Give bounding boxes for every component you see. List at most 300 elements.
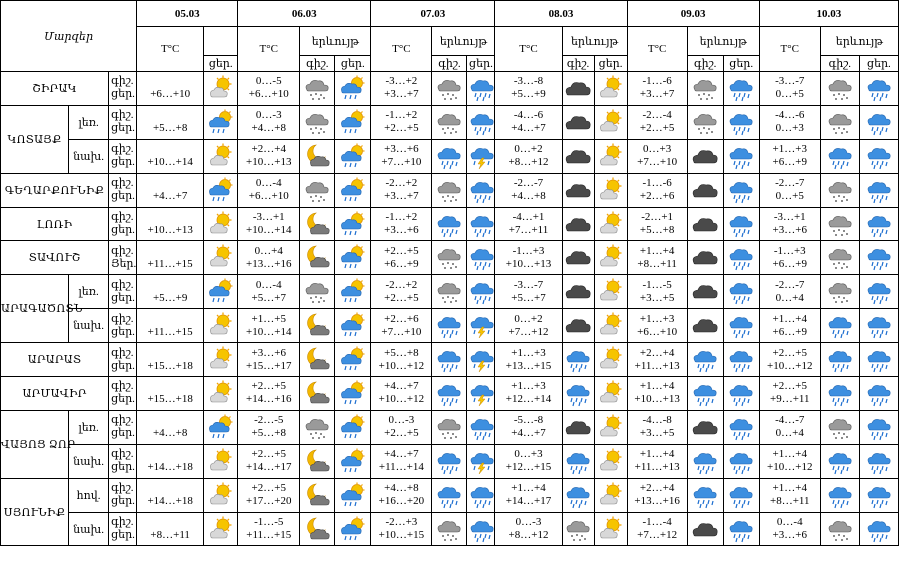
- partly-sunny-icon: [204, 244, 237, 271]
- phenomenon-night-cell: [687, 343, 723, 377]
- phenomenon-night-cell: [300, 72, 335, 106]
- day-temp: +6…+10: [150, 88, 191, 101]
- night-temp: +3…+6: [251, 346, 286, 359]
- phenomenon-day-cell: [594, 444, 627, 478]
- phenomenon-cell: [204, 444, 238, 478]
- cloud-rain-icon: [432, 143, 466, 170]
- phenomenon-day-cell: [723, 275, 759, 309]
- night-temp: +1…+4: [639, 244, 675, 257]
- temperature-cell: [238, 207, 300, 241]
- cloud-rain-icon: [724, 516, 759, 543]
- phenomenon-night-cell: [432, 444, 467, 478]
- night-temp: +1…+3: [639, 312, 675, 325]
- day-header: ցեր.: [723, 56, 759, 72]
- day-temp: +13…+15: [505, 359, 552, 372]
- phenomenon-night-cell: [300, 410, 335, 444]
- cloud-rain-icon: [724, 346, 759, 373]
- phenomenon-night-cell: [300, 207, 335, 241]
- night-temp: +4…+7: [384, 448, 419, 461]
- phenomenon-day-cell: [335, 512, 371, 546]
- phenomenon-day-cell: [467, 309, 495, 343]
- dark-cloud-icon: [688, 516, 723, 543]
- night-label: գիշ.: [111, 143, 134, 156]
- day-temp: +10…+13: [505, 257, 552, 270]
- phenomenon-night-cell: [562, 105, 594, 139]
- cloud-snow-icon: [688, 75, 723, 102]
- cloud-rain-icon: [860, 75, 898, 102]
- day-temp: 0…+5: [775, 190, 804, 203]
- night-temp: -1…-5: [254, 516, 284, 529]
- day-temp: +3…+6: [384, 224, 419, 236]
- partly-sunny-icon: [204, 380, 237, 407]
- temperature-cell: [137, 139, 204, 173]
- phenomenon-night-cell: [562, 275, 594, 309]
- zone-name: լեռ.: [69, 410, 109, 444]
- day-temp: +2…+5: [384, 122, 419, 135]
- night-label: գիշ.: [111, 211, 134, 223]
- night-day-label: [109, 410, 137, 444]
- temperature-cell: [627, 444, 687, 478]
- region-name: ԱՐԱԳԱԾՈՏՆ: [1, 275, 69, 343]
- phenomenon-night-cell: [300, 275, 335, 309]
- night-temp: +2…+5: [772, 346, 807, 359]
- partly-sunny-icon: [595, 346, 627, 373]
- day-temp: +12…+15: [505, 461, 552, 474]
- dark-cloud-icon: [563, 109, 594, 136]
- phenomenon-day-cell: [859, 275, 898, 309]
- phenomenon-cell: [204, 512, 238, 546]
- phenomenon-day-cell: [859, 478, 898, 512]
- cloud-rain-icon: [821, 143, 859, 170]
- table-row: [1, 309, 899, 343]
- night-label: գիշ.: [111, 516, 134, 529]
- phenomenon-night-cell: [432, 105, 467, 139]
- phenomenon-day-cell: [859, 72, 898, 106]
- phenomenon-night-cell: [820, 343, 859, 377]
- cloud-snow-icon: [821, 75, 859, 102]
- phenomenon-night-cell: [687, 72, 723, 106]
- night-label: գիշ.: [111, 278, 134, 291]
- day-temp: +5…+7: [511, 291, 546, 304]
- phenomenon-day-cell: [467, 173, 495, 207]
- day-temp: +15…+17: [246, 359, 292, 372]
- night-temp: 0…+2: [514, 312, 543, 325]
- cloud-snow-icon: [432, 177, 466, 204]
- day-temp: +14…+17: [246, 461, 292, 474]
- day-temp: 0…+3: [775, 122, 804, 135]
- phenomenon-day-cell: [335, 241, 371, 275]
- night-temp: +4…+7: [384, 380, 419, 393]
- temperature-cell: [759, 275, 820, 309]
- zone-name: լեռ.: [69, 105, 109, 139]
- phenomenon-day-cell: [594, 512, 627, 546]
- thunder-icon: [467, 143, 494, 170]
- cloud-rain-icon: [724, 143, 759, 170]
- phenomenon-day-cell: [467, 241, 495, 275]
- temperature-cell: [238, 377, 300, 411]
- phenomenon-night-cell: [562, 512, 594, 546]
- partly-sunny-icon: [595, 312, 627, 339]
- temperature-cell: [137, 512, 204, 546]
- phenomenon-night-cell: [300, 444, 335, 478]
- partly-sunny-rain-icon: [335, 516, 370, 543]
- night-header: գիշ.: [687, 56, 723, 72]
- cloud-rain-icon: [467, 244, 494, 271]
- night-temp: +1…+4: [772, 448, 807, 461]
- partly-sunny-icon: [595, 143, 627, 170]
- phenomenon-day-cell: [467, 377, 495, 411]
- phenomenon-night-cell: [562, 478, 594, 512]
- temperature-cell: [371, 275, 432, 309]
- day-label: ցեր.: [111, 156, 135, 169]
- phenomenon-day-cell: [335, 105, 371, 139]
- temperature-cell: [495, 173, 562, 207]
- cloud-snow-icon: [300, 177, 334, 204]
- cloud-rain-icon: [724, 109, 759, 136]
- zone-name: հով.: [69, 478, 109, 512]
- moon-cloud-icon: [300, 380, 334, 407]
- temperature-cell: [759, 478, 820, 512]
- temperature-cell: [627, 377, 687, 411]
- night-day-label: [109, 512, 137, 546]
- day-temp: +7…+10: [637, 156, 678, 169]
- day-header: ցեր.: [335, 56, 371, 72]
- day-temp: +7…+10: [381, 325, 422, 338]
- temp-header: T°C: [137, 27, 204, 72]
- phenomenon-night-cell: [562, 410, 594, 444]
- phenomenon-night-cell: [432, 309, 467, 343]
- day-temp: +10…+14: [246, 224, 292, 236]
- table-row: [1, 478, 899, 512]
- region-name: ՇԻՐԱԿ: [1, 72, 109, 106]
- cloud-rain-icon: [432, 448, 466, 475]
- night-temp: -1…-6: [642, 75, 672, 88]
- phenomenon-day-cell: [859, 207, 898, 241]
- day-temp: +6…+9: [772, 325, 807, 338]
- day-temp: +3…+6: [772, 529, 807, 542]
- night-label: գիշ.: [111, 75, 134, 88]
- moon-cloud-icon: [300, 244, 334, 271]
- temperature-cell: [371, 478, 432, 512]
- cloud-rain-icon: [724, 75, 759, 102]
- phenomenon-day-cell: [723, 173, 759, 207]
- temperature-cell: [495, 410, 562, 444]
- moon-cloud-icon: [300, 211, 334, 238]
- phenomenon-day-cell: [467, 444, 495, 478]
- phenomenon-day-cell: [723, 410, 759, 444]
- temperature-cell: [137, 309, 204, 343]
- partly-sunny-rain-icon: [335, 75, 370, 102]
- night-temp: +5…+8: [384, 346, 419, 359]
- temperature-cell: [371, 343, 432, 377]
- cloud-rain-icon: [688, 448, 723, 475]
- phenomenon-night-cell: [562, 139, 594, 173]
- night-temp: 0…-3: [255, 109, 282, 122]
- night-day-label: [109, 309, 137, 343]
- temperature-cell: [238, 343, 300, 377]
- phenomenon-day-cell: [467, 512, 495, 546]
- phenomenon-day-cell: [594, 343, 627, 377]
- date-header: 09.03: [627, 1, 759, 27]
- day-temp: +8…+11: [150, 529, 190, 542]
- phen-header: երևույթ: [820, 27, 898, 56]
- partly-sunny-rain-icon: [335, 380, 370, 407]
- temperature-cell: [137, 478, 204, 512]
- temperature-cell: [627, 241, 687, 275]
- cloud-snow-icon: [563, 516, 594, 543]
- phenomenon-day-cell: [467, 139, 495, 173]
- phenomenon-night-cell: [687, 139, 723, 173]
- night-temp: -1…+3: [773, 244, 806, 257]
- phenomenon-night-cell: [300, 309, 335, 343]
- phenomenon-day-cell: [467, 343, 495, 377]
- phenomenon-night-cell: [820, 72, 859, 106]
- night-temp: +1…+5: [251, 312, 286, 325]
- phenomenon-night-cell: [432, 478, 467, 512]
- dark-cloud-icon: [563, 143, 594, 170]
- moon-cloud-icon: [300, 448, 334, 475]
- temperature-cell: [238, 173, 300, 207]
- night-day-label: [109, 139, 137, 173]
- partly-sunny-icon: [595, 109, 627, 136]
- dark-cloud-icon: [563, 211, 594, 238]
- region-name: ԱՐԱՐԱՏ: [1, 343, 109, 377]
- night-temp: -1…+2: [385, 109, 418, 122]
- cloud-rain-icon: [432, 380, 466, 407]
- phenomenon-night-cell: [300, 139, 335, 173]
- phenomenon-night-cell: [820, 377, 859, 411]
- phenomenon-day-cell: [723, 512, 759, 546]
- moon-cloud-icon: [300, 312, 334, 339]
- day-temp: +7…+10: [381, 156, 422, 169]
- phenomenon-night-cell: [432, 377, 467, 411]
- partly-sunny-icon: [204, 312, 237, 339]
- temperature-cell: [137, 343, 204, 377]
- night-temp: 0…-3: [515, 516, 542, 529]
- phenomenon-day-cell: [859, 241, 898, 275]
- temperature-cell: [371, 512, 432, 546]
- partly-sunny-icon: [204, 346, 237, 373]
- day-label: ցեր.: [111, 495, 135, 508]
- table-row: [1, 444, 899, 478]
- day-temp: +13…+16: [246, 257, 292, 270]
- cloud-rain-icon: [821, 380, 859, 407]
- night-label: գիշ.: [111, 346, 134, 359]
- phenomenon-cell: [204, 377, 238, 411]
- phenomenon-night-cell: [300, 478, 335, 512]
- phenomenon-night-cell: [820, 275, 859, 309]
- phenomenon-night-cell: [300, 377, 335, 411]
- phenomenon-night-cell: [432, 512, 467, 546]
- partly-sunny-icon: [204, 516, 237, 543]
- phenomenon-night-cell: [562, 241, 594, 275]
- night-temp: -3…+1: [773, 211, 806, 223]
- day-temp: +6…+10: [248, 88, 289, 101]
- phenomenon-night-cell: [300, 512, 335, 546]
- phenomenon-day-cell: [467, 410, 495, 444]
- temp-header: T°C: [238, 27, 300, 72]
- day-temp: +2…+5: [639, 122, 675, 135]
- phenomenon-night-cell: [300, 173, 335, 207]
- temperature-cell: [238, 512, 300, 546]
- night-temp: +4…+8: [384, 482, 419, 495]
- day-temp: +12…+14: [505, 393, 552, 406]
- cloud-rain-icon: [860, 278, 898, 305]
- day-temp: +10…+12: [767, 461, 813, 474]
- temperature-cell: [371, 105, 432, 139]
- zone-name: նախ.: [69, 309, 109, 343]
- phenomenon-day-cell: [335, 72, 371, 106]
- temperature-cell: [495, 105, 562, 139]
- day-label: ցեր.: [111, 461, 135, 474]
- partly-sunny-rain-icon: [335, 278, 370, 305]
- phenomenon-night-cell: [687, 377, 723, 411]
- temperature-cell: [759, 410, 820, 444]
- phenomenon-night-cell: [687, 512, 723, 546]
- phen-header: երևույթ: [300, 27, 371, 56]
- phenomenon-cell: [204, 343, 238, 377]
- day-label: ցեր.: [111, 88, 135, 101]
- night-temp: -2…+2: [385, 278, 418, 291]
- temperature-cell: [627, 478, 687, 512]
- cloud-rain-icon: [821, 482, 859, 509]
- phenomenon-day-cell: [335, 173, 371, 207]
- night-day-label: [109, 72, 137, 106]
- cloud-rain-icon: [467, 75, 494, 102]
- moon-cloud-icon: [300, 346, 334, 373]
- day-temp: +6…+10: [637, 325, 678, 338]
- phenomenon-day-cell: [859, 105, 898, 139]
- night-temp: -1…+2: [385, 211, 418, 223]
- day-temp: +7…+12: [637, 529, 678, 542]
- thunder-icon: [467, 380, 494, 407]
- phen-header: երևույթ: [562, 27, 627, 56]
- cloud-rain-icon: [688, 380, 723, 407]
- region-name: ՎԱՅՈՑ ՁՈՐ: [1, 410, 69, 478]
- night-temp: +1…+3: [772, 143, 807, 156]
- cloud-snow-icon: [432, 414, 466, 441]
- phenomenon-day-cell: [467, 105, 495, 139]
- night-temp: +2…+5: [251, 448, 286, 461]
- phenomenon-night-cell: [562, 72, 594, 106]
- phenomenon-cell: [204, 139, 238, 173]
- night-temp: +1…+4: [639, 380, 675, 393]
- phenomenon-cell: [204, 410, 238, 444]
- phenomenon-day-cell: [594, 207, 627, 241]
- temperature-cell: [495, 241, 562, 275]
- temperature-cell: [238, 72, 300, 106]
- night-day-label: [109, 241, 137, 275]
- table-row: [1, 72, 899, 106]
- day-label: ցեր.: [111, 427, 135, 440]
- day-temp: +14…+18: [147, 495, 193, 508]
- temperature-cell: [495, 139, 562, 173]
- temperature-cell: [627, 343, 687, 377]
- phenomenon-night-cell: [562, 343, 594, 377]
- cloud-rain-icon: [724, 211, 759, 238]
- night-temp: +2…+6: [384, 312, 419, 325]
- table-row: [1, 207, 899, 241]
- temperature-cell: [137, 377, 204, 411]
- partly-sunny-rain-icon: [204, 414, 237, 441]
- cloud-snow-icon: [432, 75, 466, 102]
- cloud-rain-icon: [563, 448, 594, 475]
- day-label: ցեր.: [111, 393, 135, 406]
- partly-sunny-rain-icon: [335, 109, 370, 136]
- phenomenon-day-cell: [723, 241, 759, 275]
- phenomenon-night-cell: [687, 478, 723, 512]
- night-temp: -4…-8: [642, 414, 672, 427]
- phenomenon-day-cell: [859, 343, 898, 377]
- moon-cloud-icon: [300, 516, 334, 543]
- partly-sunny-rain-icon: [335, 211, 370, 238]
- day-temp: 0…+4: [775, 291, 804, 304]
- night-temp: +1…+4: [511, 482, 546, 495]
- cloud-rain-icon: [467, 482, 494, 509]
- night-temp: -2…+3: [385, 516, 418, 529]
- phenomenon-night-cell: [432, 72, 467, 106]
- temperature-cell: [495, 72, 562, 106]
- day-temp: +4…+8: [251, 122, 286, 135]
- day-label: Յեր.: [111, 257, 137, 270]
- day-label: ցեր.: [111, 190, 135, 203]
- night-temp: -3…+2: [385, 75, 418, 88]
- zone-name: լեռ.: [69, 275, 109, 309]
- night-temp: -2…-5: [254, 414, 284, 427]
- phenomenon-day-cell: [723, 444, 759, 478]
- phenomenon-day-cell: [723, 105, 759, 139]
- phenomenon-day-cell: [859, 139, 898, 173]
- temperature-cell: [495, 478, 562, 512]
- phenomenon-night-cell: [432, 207, 467, 241]
- night-temp: [137, 313, 203, 326]
- phenomenon-cell: [204, 309, 238, 343]
- night-label: գիշ.: [111, 244, 134, 257]
- phenomenon-day-cell: [594, 241, 627, 275]
- night-temp: [137, 279, 203, 292]
- day-temp: +7…+11: [508, 224, 549, 236]
- phenomenon-day-cell: [467, 275, 495, 309]
- partly-sunny-rain-icon: [335, 312, 370, 339]
- phenomenon-day-cell: [335, 309, 371, 343]
- temperature-cell: [759, 512, 820, 546]
- phenomenon-night-cell: [820, 410, 859, 444]
- partly-sunny-icon: [595, 414, 627, 441]
- day-temp: +3…+6: [772, 224, 807, 236]
- dark-cloud-icon: [563, 177, 594, 204]
- temperature-cell: [627, 207, 687, 241]
- phenomenon-night-cell: [820, 139, 859, 173]
- region-name: ԳԵՂԱՐՔՈՒՆԻՔ: [1, 173, 109, 207]
- cloud-rain-icon: [432, 211, 466, 238]
- day-header: ցեր.: [204, 56, 238, 72]
- phenomenon-night-cell: [820, 207, 859, 241]
- partly-sunny-rain-icon: [335, 346, 370, 373]
- day-temp: 0…+5: [775, 88, 804, 101]
- day-temp: +10…+12: [767, 359, 813, 372]
- night-day-label: [109, 105, 137, 139]
- cloud-rain-icon: [724, 244, 759, 271]
- temperature-cell: [371, 173, 432, 207]
- day-temp: +8…+12: [508, 156, 549, 169]
- night-temp: -3…-8: [513, 75, 544, 88]
- phenomenon-night-cell: [687, 105, 723, 139]
- partly-sunny-rain-icon: [335, 448, 370, 475]
- night-label: գիշ.: [111, 312, 134, 325]
- partly-sunny-rain-icon: [335, 414, 370, 441]
- cloud-snow-icon: [821, 278, 859, 305]
- temp-header: T°C: [495, 27, 562, 72]
